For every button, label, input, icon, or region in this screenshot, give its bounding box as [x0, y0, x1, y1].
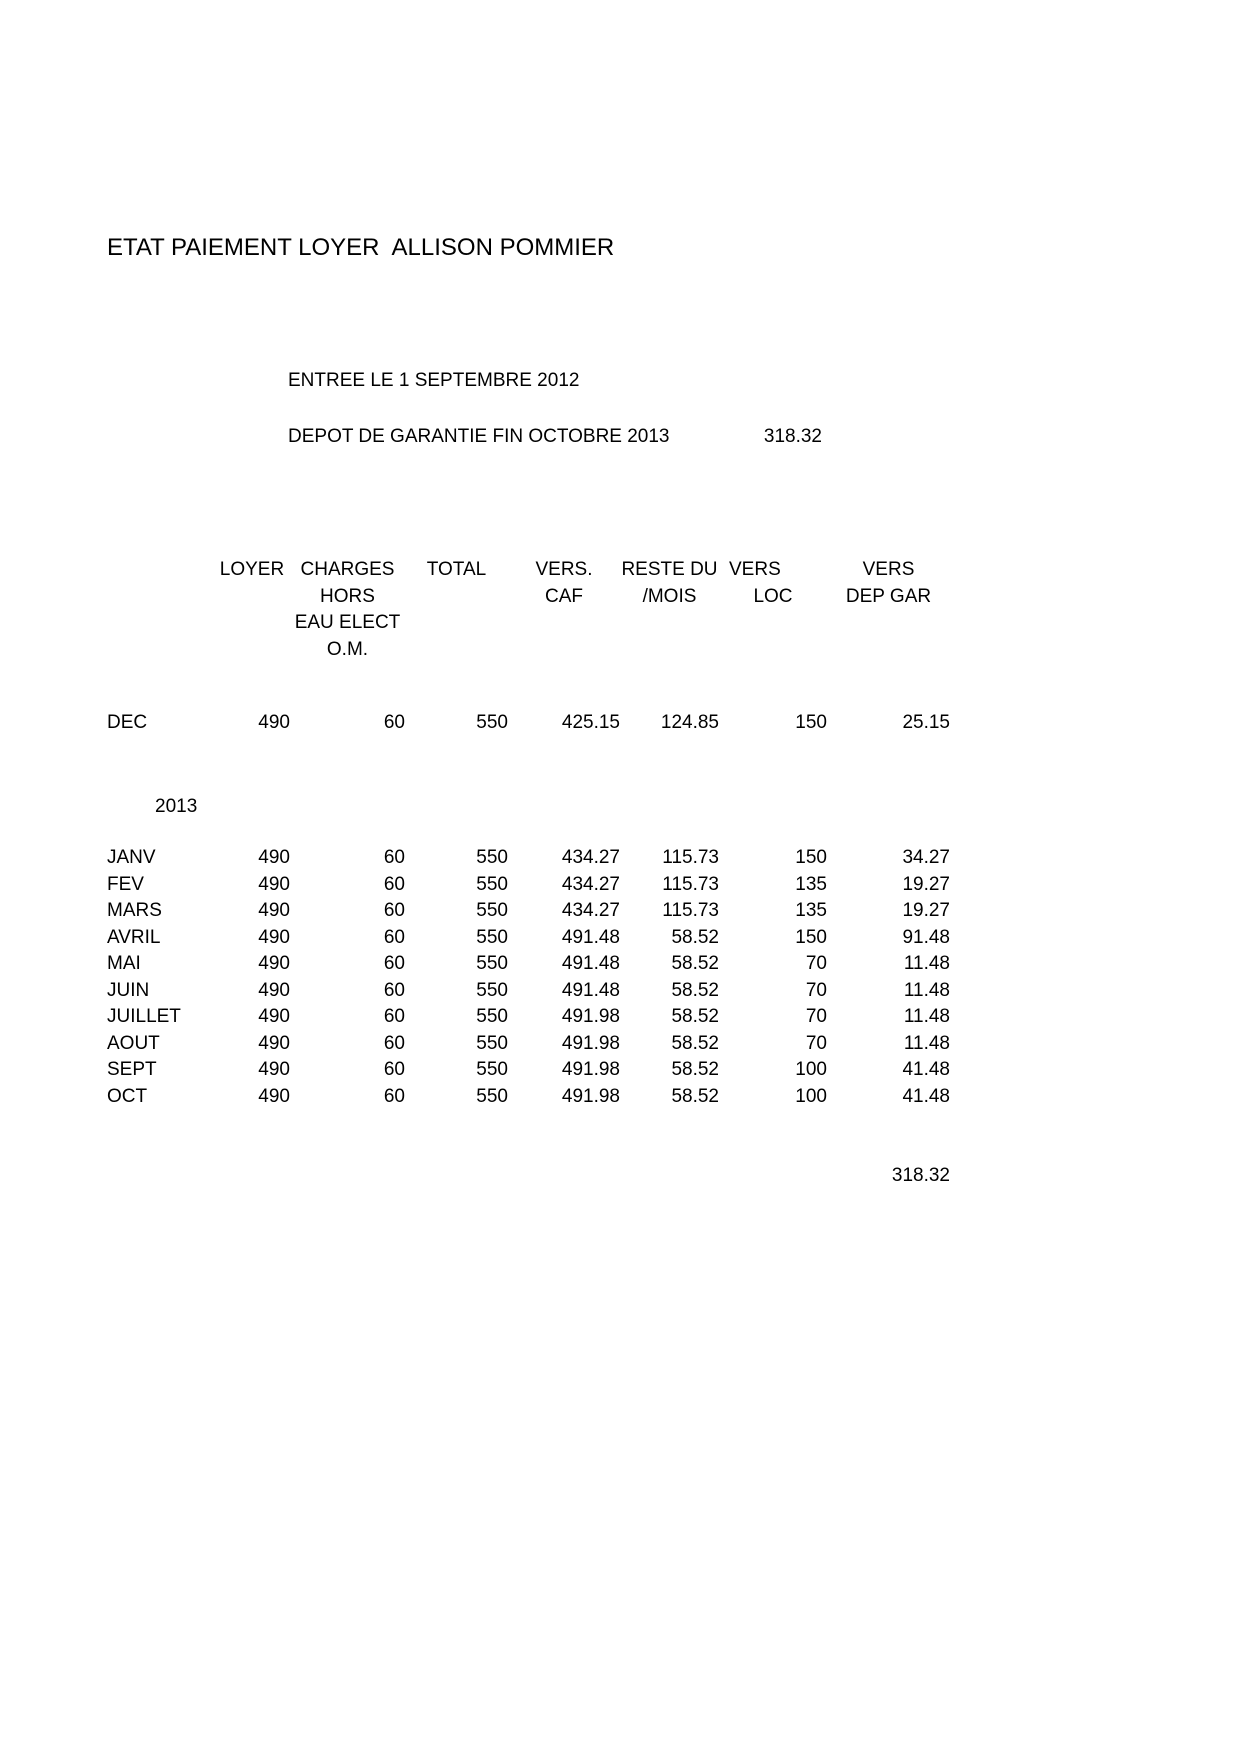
header-cell-caf: CAF	[545, 585, 583, 607]
vers-loc-cell: 135	[795, 900, 827, 921]
header-cell	[620, 637, 719, 664]
charges-cell: 60	[383, 1059, 405, 1080]
month-cell: MAI	[107, 953, 141, 974]
table-header-line4	[107, 637, 950, 664]
loyer-cell: 490	[258, 847, 290, 868]
loyer-cell: 490	[258, 926, 290, 948]
loyer-cell: 490	[258, 953, 290, 974]
vers-caf-cell: 491.48	[561, 953, 620, 974]
reste-du-mois-cell: 124.85	[660, 712, 719, 733]
year-label: 2013	[155, 795, 198, 817]
vers-dep-gar-cell: 41.48	[902, 1085, 950, 1107]
vers-dep-gar-cell: 11.48	[903, 1006, 950, 1027]
total-cell: 550	[476, 873, 508, 895]
header-cell-reste-du: RESTE DU	[621, 559, 718, 580]
table-header-line1	[107, 557, 950, 584]
charges-cell: 60	[383, 712, 405, 733]
charges-cell: 60	[383, 1006, 405, 1027]
header-cell	[107, 610, 214, 637]
reste-du-mois-cell: 58.52	[671, 953, 719, 974]
vers-loc-cell: 70	[805, 953, 827, 974]
charges-cell: 60	[383, 979, 405, 1001]
vers-loc-cell: 150	[795, 926, 827, 948]
loyer-cell: 490	[258, 1032, 290, 1054]
month-cell: AOUT	[107, 1032, 160, 1054]
total-cell: 550	[476, 979, 508, 1001]
header-cell	[719, 637, 827, 664]
charges-cell: 60	[383, 1032, 405, 1054]
deposit-amount: 318.32	[763, 426, 822, 447]
table-row	[107, 951, 950, 978]
month-cell: JUILLET	[107, 1006, 181, 1027]
header-cell-eau-elect: EAU ELECT	[294, 612, 401, 633]
page-title: ETAT PAIEMENT LOYER ALLISON POMMIER	[107, 234, 615, 261]
header-cell-total: TOTAL	[426, 559, 487, 580]
vers-caf-cell: 491.48	[561, 926, 620, 948]
month-cell: JANV	[107, 847, 156, 868]
header-cell-vers-loc: VERS	[729, 559, 781, 580]
header-cell	[620, 610, 719, 637]
table-row	[107, 925, 950, 952]
header-cell-charges: CHARGES	[300, 559, 395, 580]
reste-du-mois-cell: 58.52	[671, 1006, 719, 1027]
deposit-label: DEPOT DE GARANTIE FIN OCTOBRE 2013	[288, 426, 670, 447]
reste-du-mois-cell: 58.52	[671, 926, 719, 948]
header-cell	[214, 584, 290, 611]
vers-dep-gar-cell: 11.48	[903, 979, 950, 1001]
vers-caf-cell: 434.27	[561, 873, 620, 895]
table-row	[107, 1004, 950, 1031]
loyer-cell: 490	[258, 873, 290, 895]
vers-caf-cell: 434.27	[561, 900, 620, 921]
header-cell	[214, 610, 290, 637]
header-cell	[827, 610, 950, 637]
table-header-line3	[107, 610, 950, 637]
table-row	[107, 1084, 950, 1111]
table-row	[107, 1057, 950, 1084]
total-cell: 550	[476, 1059, 508, 1080]
header-cell	[405, 584, 508, 611]
total-cell: 550	[476, 926, 508, 948]
rows-2013	[107, 845, 950, 1110]
table-header-line2	[107, 584, 950, 611]
loyer-cell: 490	[258, 1059, 290, 1080]
loyer-cell: 490	[258, 900, 290, 921]
vers-dep-gar-cell: 25.15	[902, 712, 950, 733]
month-cell: DEC	[107, 712, 148, 733]
rows-2012	[107, 710, 950, 737]
header-cell	[405, 637, 508, 664]
month-cell: AVRIL	[107, 926, 161, 948]
header-cell-mois: /MOIS	[642, 585, 697, 607]
vers-caf-cell: 491.98	[561, 1032, 620, 1054]
header-cell	[214, 637, 290, 664]
header-cell-loc: LOC	[753, 585, 793, 607]
reste-du-mois-cell: 58.52	[671, 1085, 719, 1107]
loyer-cell: 490	[258, 979, 290, 1001]
header-cell	[508, 610, 620, 637]
month-cell: MARS	[107, 900, 162, 921]
header-cell	[107, 584, 214, 611]
charges-cell: 60	[383, 847, 405, 868]
table-row	[107, 898, 950, 925]
vers-dep-gar-cell: 11.48	[903, 953, 950, 974]
charges-cell: 60	[383, 953, 405, 974]
table-row	[107, 710, 950, 737]
table-row	[107, 872, 950, 899]
vers-dep-gar-cell: 91.48	[902, 926, 950, 948]
table-row	[107, 1031, 950, 1058]
total-row	[107, 1163, 950, 1190]
header-cell-month	[107, 557, 214, 584]
total-cell: 550	[476, 953, 508, 974]
month-cell: JUIN	[107, 979, 150, 1001]
loyer-cell: 490	[258, 1006, 290, 1027]
reste-du-mois-cell: 115.73	[662, 847, 719, 868]
vers-loc-cell: 150	[795, 847, 827, 868]
vers-caf-cell: 434.27	[561, 847, 620, 868]
header-cell-hors: HORS	[320, 585, 375, 607]
vers-dep-gar-cell: 19.27	[902, 900, 950, 921]
vers-loc-cell: 100	[795, 1059, 827, 1080]
month-cell: SEPT	[107, 1059, 157, 1080]
header-cell	[719, 610, 827, 637]
header-cell-om: O.M.	[326, 638, 369, 660]
total-cell: 550	[476, 1032, 508, 1054]
total-cell: 550	[476, 1006, 508, 1027]
table-row	[107, 978, 950, 1005]
header-cell	[107, 637, 214, 664]
vers-dep-gar-cell: 19.27	[902, 873, 950, 895]
vers-caf-cell: 491.98	[561, 1085, 620, 1107]
header-cell-vers-depgar: VERS	[862, 559, 915, 580]
header-cell-vers-caf: VERS.	[535, 559, 593, 580]
reste-du-mois-cell: 58.52	[671, 1032, 719, 1054]
loyer-cell: 490	[258, 1085, 290, 1107]
vers-caf-cell: 425.15	[561, 712, 620, 733]
charges-cell: 60	[383, 873, 405, 895]
vers-caf-cell: 491.48	[561, 979, 620, 1001]
charges-cell: 60	[383, 926, 405, 948]
month-cell: FEV	[107, 873, 144, 895]
header-cell	[405, 610, 508, 637]
reste-du-mois-cell: 115.73	[662, 873, 719, 895]
deposit-total-amount: 318.32	[891, 1165, 950, 1186]
vers-dep-gar-cell: 34.27	[902, 847, 950, 868]
entry-date-line: ENTREE LE 1 SEPTEMBRE 2012	[288, 370, 580, 391]
table-row	[107, 845, 950, 872]
deposit-line	[288, 424, 822, 450]
vers-dep-gar-cell: 41.48	[902, 1059, 950, 1080]
vers-caf-cell: 491.98	[561, 1059, 620, 1080]
vers-loc-cell: 70	[805, 1032, 827, 1054]
loyer-cell: 490	[258, 712, 290, 733]
payments-table	[107, 557, 950, 1190]
header-cell	[827, 637, 950, 664]
vers-caf-cell: 491.98	[561, 1006, 620, 1027]
vers-loc-cell: 150	[795, 712, 827, 733]
total-cell: 550	[476, 1085, 508, 1107]
header-cell-dep-gar: DEP GAR	[845, 585, 932, 607]
header-cell	[508, 637, 620, 664]
vers-loc-cell: 70	[805, 1006, 827, 1027]
year-label-row	[107, 794, 950, 821]
vers-loc-cell: 70	[805, 979, 827, 1001]
reste-du-mois-cell: 58.52	[671, 979, 719, 1001]
total-cell: 550	[476, 847, 508, 868]
total-cell: 550	[476, 712, 508, 733]
vers-loc-cell: 100	[795, 1085, 827, 1107]
total-cell: 550	[476, 900, 508, 921]
reste-du-mois-cell: 115.73	[662, 900, 719, 921]
vers-dep-gar-cell: 11.48	[903, 1032, 950, 1054]
month-cell: OCT	[107, 1085, 148, 1107]
reste-du-mois-cell: 58.52	[671, 1059, 719, 1080]
charges-cell: 60	[383, 900, 405, 921]
header-cell-loyer: LOYER	[219, 559, 285, 580]
vers-loc-cell: 135	[795, 873, 827, 895]
charges-cell: 60	[383, 1085, 405, 1107]
